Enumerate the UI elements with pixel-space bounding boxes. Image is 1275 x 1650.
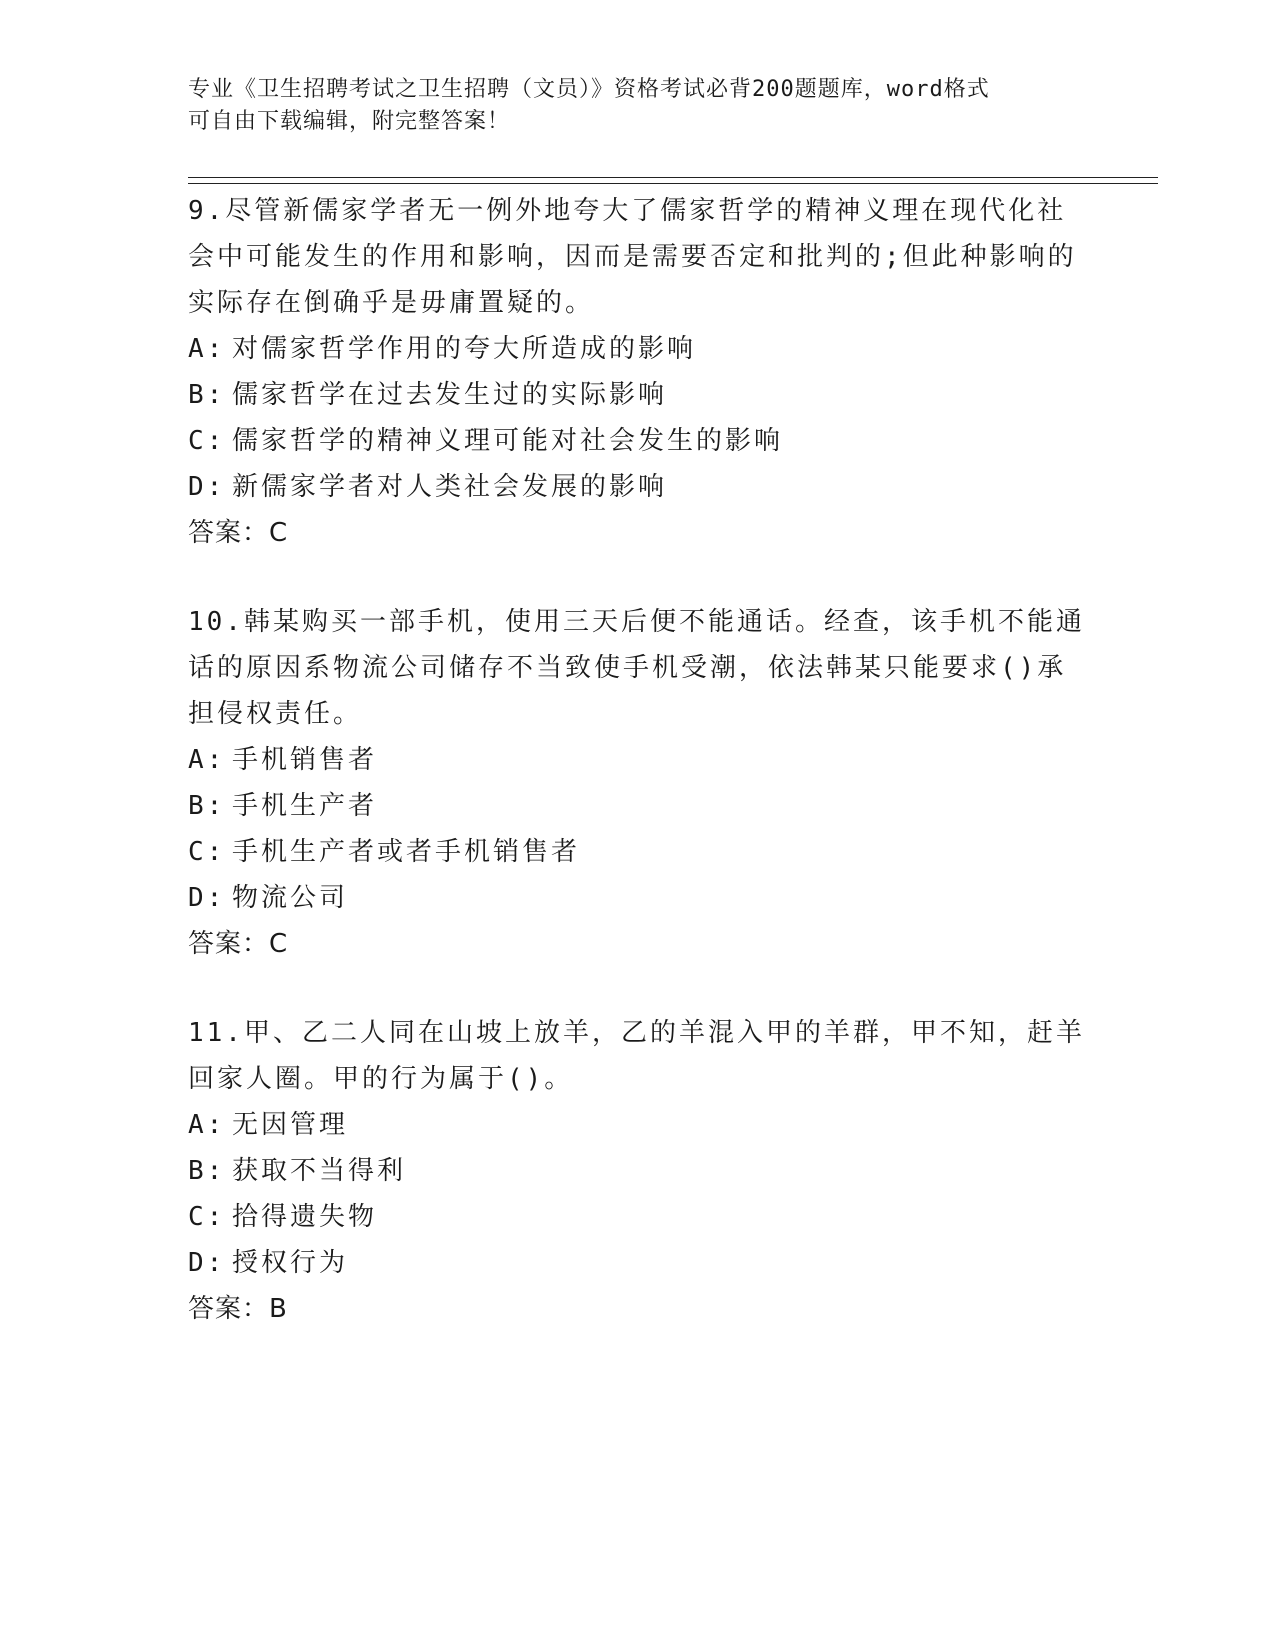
option-text: 授权行为: [232, 1248, 349, 1278]
option-text: 手机生产者或者手机销售者: [232, 837, 581, 867]
question-text-line: 担侵权责任。: [188, 699, 363, 729]
option-key: D:: [188, 1248, 226, 1278]
question-text-line: 话的原因系物流公司储存不当致使手机受潮，依法韩某只能要求()承: [188, 653, 1067, 683]
option-c: [188, 1194, 1088, 1240]
option-c: [188, 829, 1088, 875]
header-line-1: 专业《卫生招聘考试之卫生招聘（文员）》资格考试必背200题题库，word格式: [188, 77, 990, 102]
question-text-line: 10.韩某购买一部手机，使用三天后便不能通话。经查，该手机不能通: [188, 607, 1085, 637]
option-text: 儒家哲学在过去发生过的实际影响: [232, 380, 668, 410]
option-text: 新儒家学者对人类社会发展的影响: [232, 472, 668, 502]
option-key: B:: [188, 791, 226, 821]
option-d: [188, 464, 1088, 510]
option-text: 儒家哲学的精神义理可能对社会发生的影响: [232, 426, 784, 456]
question-text-line: 会中可能发生的作用和影响，因而是需要否定和批判的;但此种影响的: [188, 242, 1077, 272]
question-11: [188, 1010, 1088, 1332]
option-text: 对儒家哲学作用的夸大所造成的影响: [232, 334, 697, 364]
option-d: [188, 875, 1088, 921]
question-text-line: 实际存在倒确乎是毋庸置疑的。: [188, 288, 595, 318]
option-text: 手机生产者: [232, 791, 378, 821]
answer: 答案：C: [188, 929, 289, 959]
option-key: C:: [188, 837, 226, 867]
option-b: [188, 1148, 1088, 1194]
option-key: D:: [188, 472, 226, 502]
option-d: [188, 1240, 1088, 1286]
option-key: D:: [188, 883, 226, 913]
option-key: B:: [188, 1156, 226, 1186]
document-header: [188, 74, 1068, 138]
option-text: 获取不当得利: [232, 1156, 407, 1186]
question-text-line: 11.甲、乙二人同在山坡上放羊，乙的羊混入甲的羊群，甲不知，赶羊: [188, 1018, 1085, 1048]
option-text: 物流公司: [232, 883, 349, 913]
option-key: B:: [188, 380, 226, 410]
header-divider-bottom: [188, 183, 1158, 184]
option-b: [188, 783, 1088, 829]
header-line-2: 可自由下载编辑，附完整答案！: [188, 109, 511, 134]
option-c: [188, 418, 1088, 464]
question-9: [188, 188, 1088, 556]
header-divider-top: [188, 177, 1158, 178]
option-b: [188, 372, 1088, 418]
option-a: [188, 1102, 1088, 1148]
option-a: [188, 737, 1088, 783]
answer: 答案：C: [188, 518, 289, 548]
option-key: C:: [188, 1202, 226, 1232]
option-key: A:: [188, 334, 226, 364]
question-10: [188, 599, 1088, 967]
option-text: 手机销售者: [232, 745, 378, 775]
option-key: C:: [188, 426, 226, 456]
question-text-line: 9.尽管新儒家学者无一例外地夸大了儒家哲学的精神义理在现代化社: [188, 196, 1067, 226]
option-key: A:: [188, 745, 226, 775]
option-text: 无因管理: [232, 1110, 349, 1140]
answer: 答案：B: [188, 1294, 288, 1324]
option-a: [188, 326, 1088, 372]
option-text: 拾得遗失物: [232, 1202, 378, 1232]
question-text-line: 回家人圈。甲的行为属于()。: [188, 1064, 574, 1094]
option-key: A:: [188, 1110, 226, 1140]
